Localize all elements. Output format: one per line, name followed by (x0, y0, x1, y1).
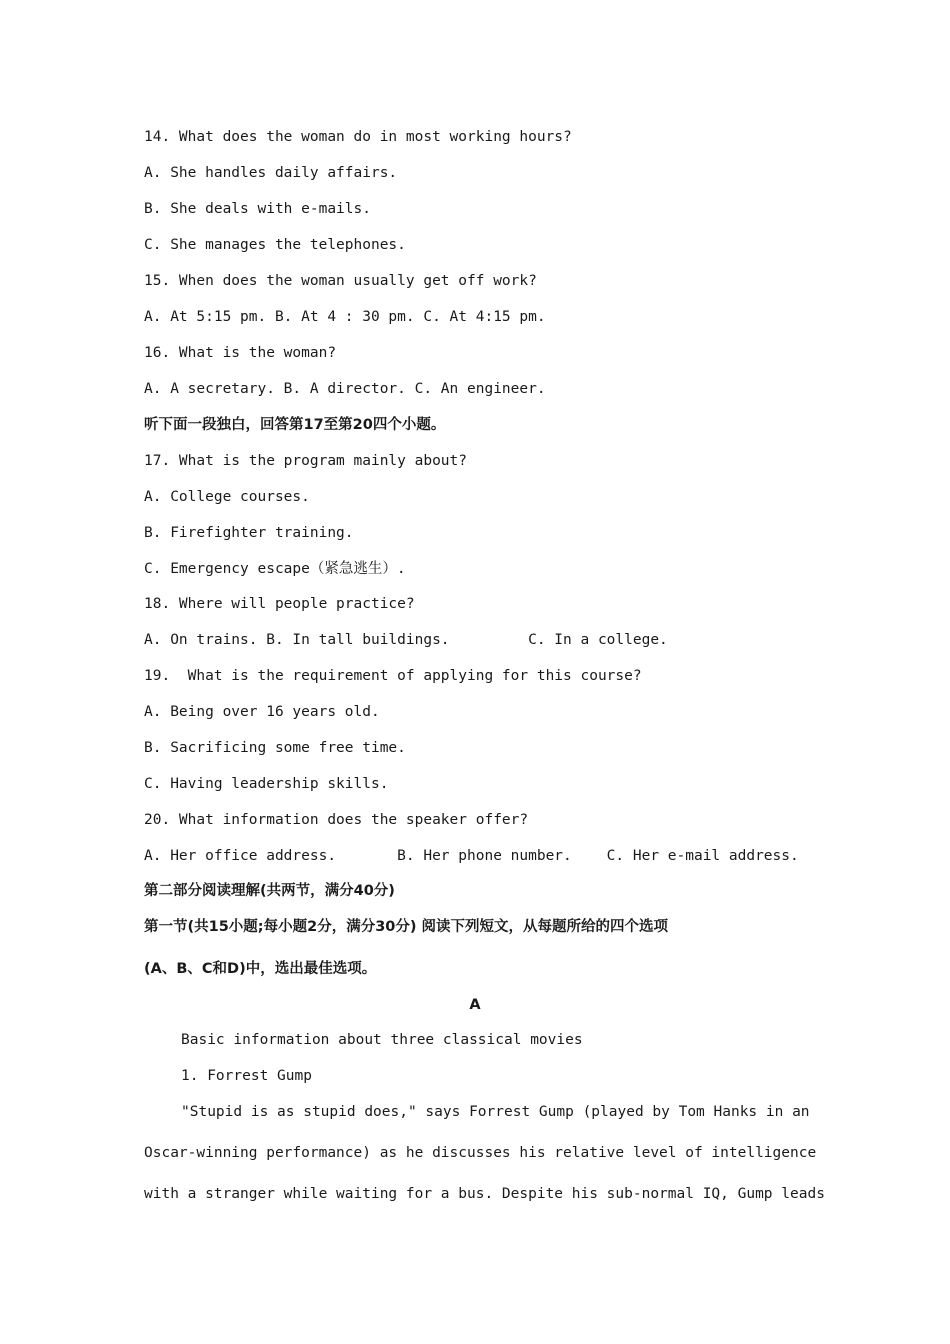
passage-intro: Basic information about three classical movies (181, 1032, 583, 1048)
q14-question: 14. What does the woman do in most working hours? (144, 129, 572, 145)
q19-option-b: B. Sacrificing some free time. (144, 740, 406, 756)
passage-label: A (469, 997, 481, 1013)
q20-options: A. Her office address. B. Her phone number. C. Her e-mail address. (144, 848, 799, 864)
q20-question: 20. What information does the speaker offer? (144, 812, 529, 828)
q18-question: 18. Where will people practice? (144, 596, 415, 612)
q14-option-a: A. She handles daily affairs. (144, 165, 398, 181)
section1-instruction-line2: (A、B、C和D)中，选出最佳选项。 (144, 961, 377, 977)
q19-question: 19. What is the requirement of applying for this course? (144, 668, 642, 684)
q16-options: A. A secretary. B. A director. C. An engineer. (144, 381, 546, 397)
q18-options: A. On trains. B. In tall buildings. C. In a college. (144, 632, 668, 648)
q19-option-c: C. Having leadership skills. (144, 776, 389, 792)
q17-option-a: A. College courses. (144, 489, 310, 505)
passage-line-2: Oscar-winning performance) as he discusses his relative level of intelligence (144, 1145, 817, 1161)
q14-option-b: B. She deals with e-mails. (144, 201, 371, 217)
monologue-instruction: 听下面一段独白，回答第17至第20四个小题。 (144, 417, 446, 433)
passage-line-1: "Stupid is as stupid does," says Forrest Gump (played by Tom Hanks in an (181, 1104, 810, 1120)
q17-option-c: C. Emergency escape（紧急逃生）. (144, 561, 406, 577)
passage-line-3: with a stranger while waiting for a bus. Despite his sub-normal IQ, Gump leads (144, 1186, 825, 1202)
section1-instruction-line1: 第一节(共15小题;每小题2分，满分30分) 阅读下列短文，从每题所给的四个选项 (144, 919, 669, 935)
movie-1-title: 1. Forrest Gump (181, 1068, 312, 1084)
q17-option-b: B. Firefighter training. (144, 525, 354, 541)
q14-option-c: C. She manages the telephones. (144, 237, 406, 253)
q15-options: A. At 5:15 pm. B. At 4 : 30 pm. C. At 4:15 pm. (144, 309, 546, 325)
q16-question: 16. What is the woman? (144, 345, 337, 361)
q15-question: 15. When does the woman usually get off work? (144, 273, 537, 289)
q19-option-a: A. Being over 16 years old. (144, 704, 380, 720)
part2-heading: 第二部分阅读理解(共两节，满分40分) (144, 883, 395, 899)
q17-question: 17. What is the program mainly about? (144, 453, 468, 469)
